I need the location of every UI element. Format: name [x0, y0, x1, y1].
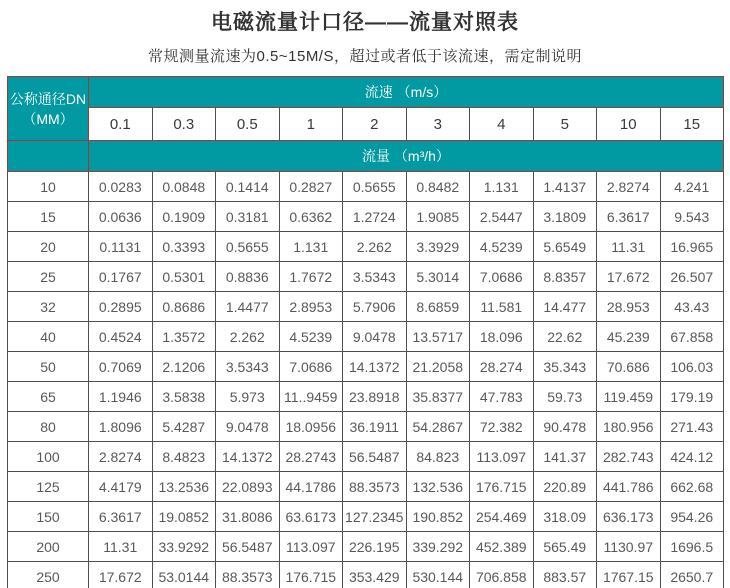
flow-value-cell: 2.1206: [152, 352, 216, 382]
flow-value-cell: 0.0848: [152, 172, 216, 202]
flow-value-cell: 47.783: [470, 382, 534, 412]
flow-comparison-table: [7, 76, 724, 588]
flow-value-cell: 67.858: [660, 322, 724, 352]
flow-value-cell: 4.5239: [470, 232, 534, 262]
flow-value-cell: 0.8482: [406, 172, 470, 202]
flow-value-cell: 0.3393: [152, 232, 216, 262]
corner-header-line1: 公称通径DN: [9, 90, 87, 107]
flow-value-cell: 5.6549: [533, 232, 597, 262]
flow-value-cell: 21.2058: [406, 352, 470, 382]
flow-value-cell: 31.8086: [216, 502, 280, 532]
flow-value-cell: 35.8377: [406, 382, 470, 412]
table-header: [8, 77, 724, 172]
flow-value-cell: 0.2827: [279, 172, 343, 202]
dn-cell: 32: [8, 292, 89, 322]
dn-cell: 65: [8, 382, 89, 412]
flow-value-cell: 53.0144: [152, 562, 216, 588]
flow-value-cell: 1.1946: [89, 382, 153, 412]
flow-value-cell: 3.3929: [406, 232, 470, 262]
dn-cell: 10: [8, 172, 89, 202]
flow-value-cell: 8.4823: [152, 442, 216, 472]
flow-value-cell: 2650.7: [660, 562, 724, 588]
flow-value-cell: 2.8953: [279, 292, 343, 322]
dn-cell: 15: [8, 202, 89, 232]
flow-value-cell: 883.57: [533, 562, 597, 588]
flow-value-cell: 14.1372: [216, 442, 280, 472]
dn-cell: 125: [8, 472, 89, 502]
table-row: [8, 202, 724, 232]
flow-value-cell: 28.274: [470, 352, 534, 382]
flow-value-cell: 1.7672: [279, 262, 343, 292]
flow-value-cell: 254.469: [470, 502, 534, 532]
flow-value-cell: 2.8274: [597, 172, 661, 202]
flow-value-cell: 16.965: [660, 232, 724, 262]
flow-value-cell: 180.956: [597, 412, 661, 442]
flow-value-cell: 35.343: [533, 352, 597, 382]
velocity-col-header: 1: [279, 108, 343, 141]
flow-value-cell: 88.3573: [216, 562, 280, 588]
flow-value-cell: 1.8096: [89, 412, 153, 442]
flow-value-cell: 1.4137: [533, 172, 597, 202]
table-body: [8, 172, 724, 588]
flow-value-cell: 441.786: [597, 472, 661, 502]
flow-value-cell: 19.0852: [152, 502, 216, 532]
flow-value-cell: 33.9292: [152, 532, 216, 562]
flow-value-cell: 2.5447: [470, 202, 534, 232]
flow-value-cell: 6.3617: [89, 502, 153, 532]
flow-value-cell: 7.0686: [470, 262, 534, 292]
flow-value-cell: 339.292: [406, 532, 470, 562]
flow-value-cell: 2.262: [343, 232, 407, 262]
flow-value-cell: 0.0636: [89, 202, 153, 232]
flow-value-cell: 127.2345: [343, 502, 407, 532]
flow-value-cell: 0.7069: [89, 352, 153, 382]
flow-value-cell: 5.3014: [406, 262, 470, 292]
flow-value-cell: 8.6859: [406, 292, 470, 322]
flow-value-cell: 18.096: [470, 322, 534, 352]
dn-cell: 250: [8, 562, 89, 588]
flow-value-cell: 954.26: [660, 502, 724, 532]
flow-value-cell: 23.8918: [343, 382, 407, 412]
table-row: [8, 472, 724, 502]
flow-span-header: 流量 （m³/h）: [89, 141, 724, 172]
flow-value-cell: 141.37: [533, 442, 597, 472]
dn-cell: 100: [8, 442, 89, 472]
table-row: [8, 292, 724, 322]
flow-value-cell: 11.31: [89, 532, 153, 562]
flow-value-cell: 0.8836: [216, 262, 280, 292]
flow-value-cell: 0.8686: [152, 292, 216, 322]
flow-value-cell: 63.6173: [279, 502, 343, 532]
flow-value-cell: 220.89: [533, 472, 597, 502]
flow-value-cell: 28.2743: [279, 442, 343, 472]
page-subtitle: 常规测量流速为0.5~15M/S，超过或者低于该流速，需定制说明: [148, 48, 582, 65]
table-row: [8, 322, 724, 352]
flow-value-cell: 88.3573: [343, 472, 407, 502]
flow-value-cell: 2.8274: [89, 442, 153, 472]
flow-value-cell: 11..9459: [279, 382, 343, 412]
table-row: [8, 412, 724, 442]
flow-value-cell: 13.2536: [152, 472, 216, 502]
flow-value-cell: 119.459: [597, 382, 661, 412]
flow-value-cell: 56.5487: [343, 442, 407, 472]
flow-value-cell: 0.5301: [152, 262, 216, 292]
table-row: [8, 442, 724, 472]
flow-value-cell: 4.4179: [89, 472, 153, 502]
corner-header-dn: [8, 77, 89, 141]
flow-value-cell: 13.5717: [406, 322, 470, 352]
flow-value-cell: 1.3572: [152, 322, 216, 352]
flow-value-cell: 1.131: [279, 232, 343, 262]
flow-value-cell: 6.3617: [597, 202, 661, 232]
table-row: [8, 172, 724, 202]
flow-value-cell: 1767.15: [597, 562, 661, 588]
table-row: [8, 232, 724, 262]
flow-value-cell: 45.239: [597, 322, 661, 352]
flow-value-cell: 190.852: [406, 502, 470, 532]
flow-value-cell: 9.543: [660, 202, 724, 232]
flow-value-cell: 452.389: [470, 532, 534, 562]
dn-cell: 50: [8, 352, 89, 382]
dn-cell: 80: [8, 412, 89, 442]
flow-value-cell: 18.0956: [279, 412, 343, 442]
table-row: [8, 532, 724, 562]
corner-header-line2: （MM）: [22, 110, 74, 127]
table-row: [8, 262, 724, 292]
velocity-span-header: 流速 （m/s）: [89, 77, 724, 108]
flow-value-cell: 282.743: [597, 442, 661, 472]
velocity-values-row: [8, 108, 724, 141]
flow-value-cell: 636.173: [597, 502, 661, 532]
flow-value-cell: 106.03: [660, 352, 724, 382]
corner-spacer-cell: [8, 141, 89, 172]
flow-value-cell: 1130.97: [597, 532, 661, 562]
flow-value-cell: 530.144: [406, 562, 470, 588]
table-row: [8, 562, 724, 588]
dn-cell: 20: [8, 232, 89, 262]
flow-value-cell: 17.672: [89, 562, 153, 588]
table-row: [8, 502, 724, 532]
flow-value-cell: 3.1809: [533, 202, 597, 232]
velocity-col-header: 5: [533, 108, 597, 141]
flow-value-cell: 0.5655: [343, 172, 407, 202]
dn-cell: 200: [8, 532, 89, 562]
flow-value-cell: 44.1786: [279, 472, 343, 502]
velocity-col-header: 0.5: [216, 108, 280, 141]
flow-span-row: [8, 141, 724, 172]
flow-value-cell: 353.429: [343, 562, 407, 588]
flow-value-cell: 84.823: [406, 442, 470, 472]
flow-value-cell: 179.19: [660, 382, 724, 412]
flow-value-cell: 0.4524: [89, 322, 153, 352]
flow-value-cell: 5.973: [216, 382, 280, 412]
flow-value-cell: 22.0893: [216, 472, 280, 502]
dn-cell: 25: [8, 262, 89, 292]
flow-value-cell: 662.68: [660, 472, 724, 502]
flow-value-cell: 1.131: [470, 172, 534, 202]
flow-value-cell: 0.1414: [216, 172, 280, 202]
page-title: 电磁流量计口径——流量对照表: [211, 11, 519, 34]
flow-value-cell: 0.6362: [279, 202, 343, 232]
flow-value-cell: 0.0283: [89, 172, 153, 202]
flow-value-cell: 14.1372: [343, 352, 407, 382]
flow-value-cell: 176.715: [470, 472, 534, 502]
flow-value-cell: 4.5239: [279, 322, 343, 352]
flow-value-cell: 36.1911: [343, 412, 407, 442]
flow-value-cell: 2.262: [216, 322, 280, 352]
flow-value-cell: 9.0478: [216, 412, 280, 442]
flow-value-cell: 113.097: [279, 532, 343, 562]
table-row: [8, 382, 724, 412]
flow-value-cell: 565.49: [533, 532, 597, 562]
flow-value-cell: 1.2724: [343, 202, 407, 232]
flow-value-cell: 70.686: [597, 352, 661, 382]
flow-value-cell: 3.5343: [216, 352, 280, 382]
flow-value-cell: 1.4477: [216, 292, 280, 322]
velocity-col-header: 0.1: [89, 108, 153, 141]
flow-value-cell: 132.536: [406, 472, 470, 502]
flow-value-cell: 0.1909: [152, 202, 216, 232]
flow-value-cell: 318.09: [533, 502, 597, 532]
flow-value-cell: 59.73: [533, 382, 597, 412]
flow-value-cell: 5.4287: [152, 412, 216, 442]
flow-value-cell: 4.241: [660, 172, 724, 202]
flow-value-cell: 90.478: [533, 412, 597, 442]
flow-value-cell: 3.5838: [152, 382, 216, 412]
flow-value-cell: 54.2867: [406, 412, 470, 442]
flow-value-cell: 0.1767: [89, 262, 153, 292]
flow-value-cell: 706.858: [470, 562, 534, 588]
flow-value-cell: 424.12: [660, 442, 724, 472]
flow-value-cell: 14.477: [533, 292, 597, 322]
flow-value-cell: 3.5343: [343, 262, 407, 292]
flow-value-cell: 72.382: [470, 412, 534, 442]
flow-value-cell: 26.507: [660, 262, 724, 292]
flow-value-cell: 11.31: [597, 232, 661, 262]
flow-value-cell: 7.0686: [279, 352, 343, 382]
velocity-span-row: [8, 77, 724, 108]
flow-value-cell: 113.097: [470, 442, 534, 472]
velocity-col-header: 2: [343, 108, 407, 141]
flow-value-cell: 1696.5: [660, 532, 724, 562]
velocity-col-header: 3: [406, 108, 470, 141]
flow-value-cell: 11.581: [470, 292, 534, 322]
velocity-col-header: 4: [470, 108, 534, 141]
flow-value-cell: 8.8357: [533, 262, 597, 292]
flow-value-cell: 1.9085: [406, 202, 470, 232]
flow-value-cell: 43.43: [660, 292, 724, 322]
dn-cell: 150: [8, 502, 89, 532]
flow-value-cell: 22.62: [533, 322, 597, 352]
flow-value-cell: 226.195: [343, 532, 407, 562]
dn-cell: 40: [8, 322, 89, 352]
velocity-col-header: 0.3: [152, 108, 216, 141]
velocity-col-header: 10: [597, 108, 661, 141]
flow-value-cell: 0.5655: [216, 232, 280, 262]
flow-value-cell: 17.672: [597, 262, 661, 292]
table-row: [8, 352, 724, 382]
flow-value-cell: 0.1131: [89, 232, 153, 262]
flow-value-cell: 176.715: [279, 562, 343, 588]
flow-value-cell: 0.2895: [89, 292, 153, 322]
flow-value-cell: 5.7906: [343, 292, 407, 322]
velocity-col-header: 15: [660, 108, 724, 141]
flow-value-cell: 271.43: [660, 412, 724, 442]
flow-value-cell: 28.953: [597, 292, 661, 322]
flow-value-cell: 9.0478: [343, 322, 407, 352]
flow-value-cell: 56.5487: [216, 532, 280, 562]
flow-value-cell: 0.3181: [216, 202, 280, 232]
